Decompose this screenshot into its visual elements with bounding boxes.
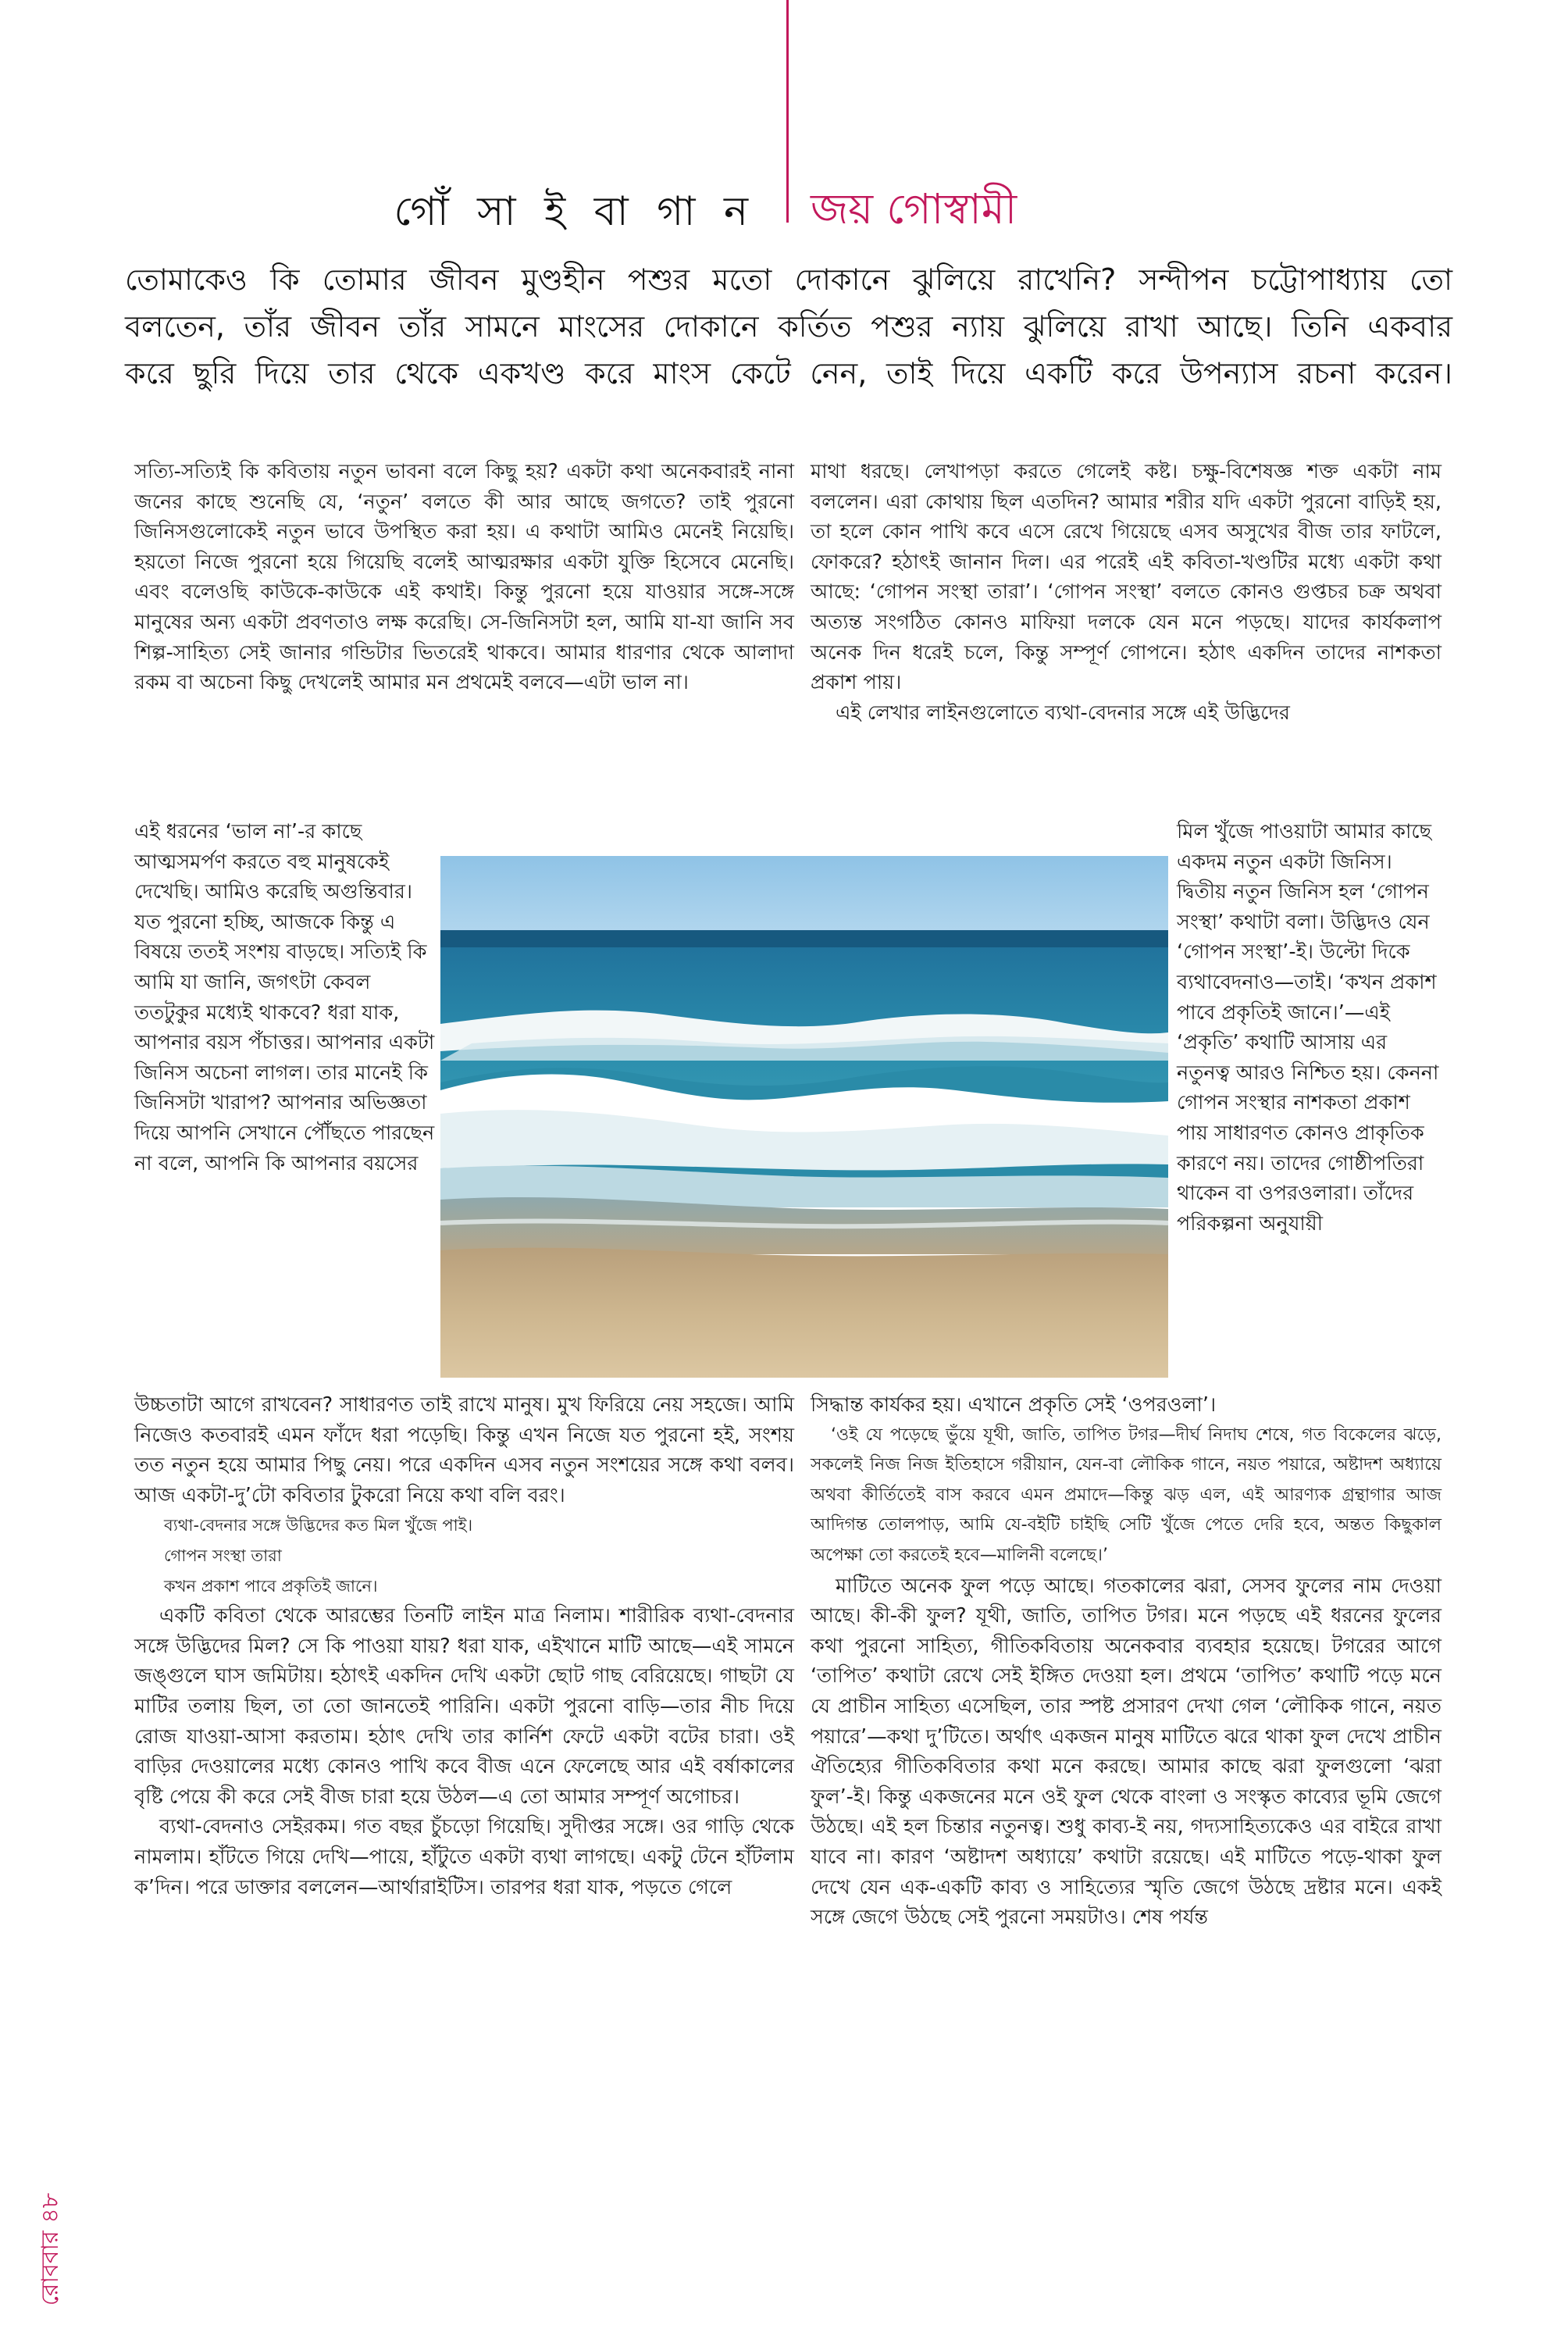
verse-line: ব্যথা-বেদনার সঙ্গে উদ্ভিদের কত মিল খুঁজে পাই।	[164, 1516, 473, 1535]
right-column-bottom	[811, 1390, 1441, 1933]
paragraph: একটি কবিতা থেকে আরম্ভের তিনটি লাইন মাত্র নিলাম। শারীরিক ব্যথা-বেদনার সঙ্গে উদ্ভিদের মিল? সে কি পাওয়া যায়? ধরা যাক, এইখানে মাটি আছে—এই সামনে জঙ্গুলে ঘাস জমিটায়। হঠাৎই একদিন দেখি একটা ছোট গাছ বেরিয়েছে। গাছটা যে মাটির তলায় ছিল, তা তো জানতেই পারিনি। একটা পুরনো বাড়ি—তার নীচ দিয়ে রোজ যাওয়া-আসা করতাম। হঠাৎ দেখি তার কার্নিশ ফেটে একটা বটের চারা। ওই বাড়ির দেওয়ালের মধ্যে কোনও পাখি কবে বীজ এনে ফেলেছে আর এই বর্ষাকালের বৃষ্টি পেয়ে কী করে সেই বীজ চারা হয়ে উঠল—এ তো আমার সম্পূর্ণ অগোচর।	[134, 1604, 794, 1809]
header-divider-rule	[786, 0, 789, 223]
paragraph: উচ্চতাটা আগে রাখবেন? সাধারণত তাই রাখে মানুষ। মুখ ফিরিয়ে নেয় সহজে। আমি নিজেও কতবারই এমন ফাঁদে ধরা পড়েছি। কিন্তু এখন নিজে যত পুরনো হই, সংশয় তত নতুন হয়ে আমার পিছু নেয়। পরে একদিন এসব নতুন সংশয়ের সঙ্গে কথা বলব। আজ একটা-দু’টো কবিতার টুকরো নিয়ে কথা বলি বরং।	[134, 1393, 794, 1507]
paragraph: এই লেখার লাইনগুলোতে ব্যথা-বেদনার সঙ্গে এই উদ্ভিদের	[836, 701, 1290, 725]
paragraph: মাটিতে অনেক ফুল পড়ে আছে। গতকালের ঝরা, সেসব ফুলের নাম দেওয়া আছে। কী-কী ফুল? যূথী, জাতি, তাপিত টগর। মনে পড়ছে এই ধরনের ফুলের কথা পুরনো সাহিত্য, গীতিকবিতায় অনেকবার ব্যবহার হয়েছে। টগরের আগে ‘তাপিত’ কথাটা রেখে সেই ইঙ্গিত দেওয়া হল। প্রথমে ‘তাপিত’ কথাটি পড়ে মনে যে প্রাচীন সাহিত্য এসেছিল, তার স্পষ্ট প্রসারণ দেখা গেল ‘লৌকিক গানে, নয়ত পয়ারে’—কথা দু’টিতে। অর্থাৎ একজন মানুষ মাটিতে ঝরে থাকা ফুল দেখে প্রাচীন ঐতিহ্যের গীতিকবিতার কথা মনে করছে। আমার কাছে ঝরা ফুলগুলো ‘ঝরা ফুল’-ই। কিন্তু একজনের মনে ওই ফুল থেকে বাংলা ও সংস্কৃত কাব্যের ভূমি জেগে উঠছে। এই হল চিন্তার নতুনত্ব। শুধু কাব্য-ই নয়, গদ্যসাহিত্যকেও এর বাইরে রাখা যাবে না। কারণ ‘অষ্টাদশ অধ্যায়ে’ কথাটা রয়েছে। এই মাটিতে পড়ে-থাকা ফুল দেখে যেন এক-একটি কাব্য ও সাহিত্যের স্মৃতি জেগে উঠছে দ্রষ্টার মনে। একই সঙ্গে জেগে উঠছে সেই পুরনো সময়টাও। শেষ পর্যন্ত	[811, 1574, 1441, 1930]
verse-line: গোপন সংস্থা তারা	[164, 1546, 282, 1565]
column-title: গোঁ সা ই বা গা ন	[394, 188, 756, 235]
ocean-waves-illustration	[440, 856, 1168, 1378]
paragraph: মিল খুঁজে পাওয়াটা আমার কাছে একদম নতুন একটা জিনিস। দ্বিতীয় নতুন জিনিস হল ‘গোপন সংস্থা’ কথাটা বলা। উদ্ভিদও যেন ‘গোপন সংস্থা’-ই। উল্টো দিকে ব্যথাবেদনাও—তাই। ‘কখন প্রকাশ পাবে প্রকৃতিই জানে।’—এই ‘প্রকৃতি’ কথাটি আসায় এর নতুনত্ব আরও নিশ্চিত হয়। কেননা গোপন সংস্থার নাশকতা প্রকাশ পায় সাধারণত কোনও প্রাকৃতিক কারণে নয়। তাদের গোষ্ঠীপতিরা থাকেন বা ওপরওলারা। তাঁদের পরিকল্পনা অনুযায়ী	[1177, 820, 1439, 1236]
intro-line: তোমাকেও কি তোমার জীবন মুণ্ডহীন পশুর মতো দোকানে ঝুলিয়ে রাখেনি? সন্দীপন চট্টোপাধ্যায় তো	[125, 262, 1452, 297]
author-name: জয় গোস্বামী	[811, 184, 1017, 234]
left-column-top	[134, 457, 794, 698]
paragraph: সত্যি-সত্যিই কি কবিতায় নতুন ভাবনা বলে কিছু হয়? একটা কথা অনেকবারই নানা জনের কাছে শুনেছি যে, ‘নতুন’ বলতে কী আর আছে জগতে? তাই পুরনো জিনিসগুলোকেই নতুন ভাবে উপস্থিত করা হয়। এ কথাটা আমিও মেনেই নিয়েছি। হয়তো নিজে পুরনো হয়ে গিয়েছি বলেই আত্মরক্ষার একটা যুক্তি হিসেবে মেনেছি। এবং বলেওছি কাউকে-কাউকে এই কথাই। কিন্তু পুরনো হয়ে যাওয়ার সঙ্গে-সঙ্গে মানুষের অন্য একটা প্রবণতাও লক্ষ করেছি। সে-জিনিসটা হল, আমি যা-যা জানি সব শিল্প-সাহিত্য সেই জানার গন্ডিটার ভিতরেই থাকবে। আমার ধারণার থেকে আলাদা রকম বা অচেনা কিছু দেখলেই আমার মন প্রথমেই বলবে—এটা ভাল না।	[134, 460, 794, 695]
paragraph: মাথা ধরছে। লেখাপড়া করতে গেলেই কষ্ট। চক্ষু-বিশেষজ্ঞ শক্ত একটা নাম বললেন। এরা কোথায় ছিল এতদিন? আমার শরীর যদি একটা পুরনো বাড়িই হয়, তা হলে কোন পাখি কবে এসে রেখে গিয়েছে এসব অসুখের বীজ তার ফাটলে, ফোকরে? হঠাৎই জানান দিল। এর পরেই এই কবিতা-খণ্ডটির মধ্যে একটা কথা আছে: ‘গোপন সংস্থা তারা’। ‘গোপন সংস্থা’ বলতে কোনও গুপ্তচর চক্র অথবা অত্যন্ত সংগঠিত কোনও মাফিয়া দলকে যেন মনে পড়ছে। যাদের কার্যকলাপ অনেক দিন ধরেই চলে, কিন্তু সম্পূর্ণ গোপনে। হঠাৎ একদিন তাদের নাশকতা প্রকাশ পায়।	[811, 460, 1441, 695]
left-column-bottom	[134, 1390, 794, 1902]
paragraph: এই ধরনের ‘ভাল না’-র কাছে আত্মসমর্পণ করতে বহু মানুষকেই দেখেছি। আমিও করেছি অগুন্তিবার। যত পুরনো হচ্ছি, আজকে কিন্তু এ বিষয়ে ততই সংশয় বাড়ছে। সত্যিই কি আমি যা জানি, জগৎটা কেবল ততটুকুর মধ্যেই থাকবে? ধরা যাক, আপনার বয়স পঁচাত্তর। আপনার একটা জিনিস অচেনা লাগল। তার মানেই কি জিনিসটা খারাপ? আপনার অভিজ্ঞতা দিয়ে আপনি সেখানে পৌঁছতে পারছেন না বলে, আপনি কি আপনার বয়সের	[134, 820, 435, 1175]
right-column-top	[811, 457, 1441, 728]
intro-standfirst	[125, 256, 1452, 397]
intro-line: করে ছুরি দিয়ে তার থেকে একখণ্ড করে মাংস কেটে নেন, তাই দিয়ে একটি করে উপন্যাস রচনা করেন।	[125, 356, 1452, 390]
paragraph: সিদ্ধান্ত কার্যকর হয়। এখানে প্রকৃতি সেই ‘ওপরওলা’।	[811, 1393, 1217, 1417]
left-column-wrap	[134, 817, 435, 1179]
paragraph: ব্যথা-বেদনাও সেইরকম। গত বছর চুঁচড়ো গিয়েছি। সুদীপ্তর সঙ্গে। ওর গাড়ি থেকে নামলাম। হাঁটতে গিয়ে দেখি—পায়ে, হাঁটুতে একটা ব্যথা লাগছে। একটু টেনে হাঁটলাম ক’দিন। পরে ডাক্তার বললেন—আর্থারাইটিস। তারপর ধরা যাক, পড়তে গেলে	[134, 1815, 794, 1899]
ocean-waves-photo	[440, 856, 1168, 1378]
intro-line: বলতেন, তাঁর জীবন তাঁর সামনে মাংসের দোকানে কর্তিত পশুর ন্যায় ঝুলিয়ে রাখা আছে। তিনি একবার	[125, 309, 1452, 344]
poem-quote: ‘ওই যে পড়েছে ভুঁয়ে যূথী, জাতি, তাপিত টগর—দীর্ঘ নিদাঘ শেষে, গত বিকেলের ঝড়ে, সকলেই নিজ নিজ ইতিহাসে গরীয়ান, যেন-বা লৌকিক গানে, নয়ত পয়ারে, অষ্টাদশ অধ্যায়ে অথবা কীর্তিতেই বাস করবে এমন প্রমাদে—কিন্তু ঝড় এল, এই আরণ্যক গ্রন্থাগার আজ আদিগন্ত তোলপাড়, আমি যে-বইটি চাইছি সেটি খুঁজে পেতে দেরি হবে, অন্তত কিছুকাল অপেক্ষা তো করতেই হবে—মালিনী বলেছে।’	[811, 1425, 1441, 1565]
verse-line: কখন প্রকাশ পাবে প্রকৃতিই জানে।	[164, 1576, 378, 1596]
right-column-wrap	[1177, 817, 1441, 1239]
page-folio: রোববার ৪৮	[37, 2192, 64, 2306]
